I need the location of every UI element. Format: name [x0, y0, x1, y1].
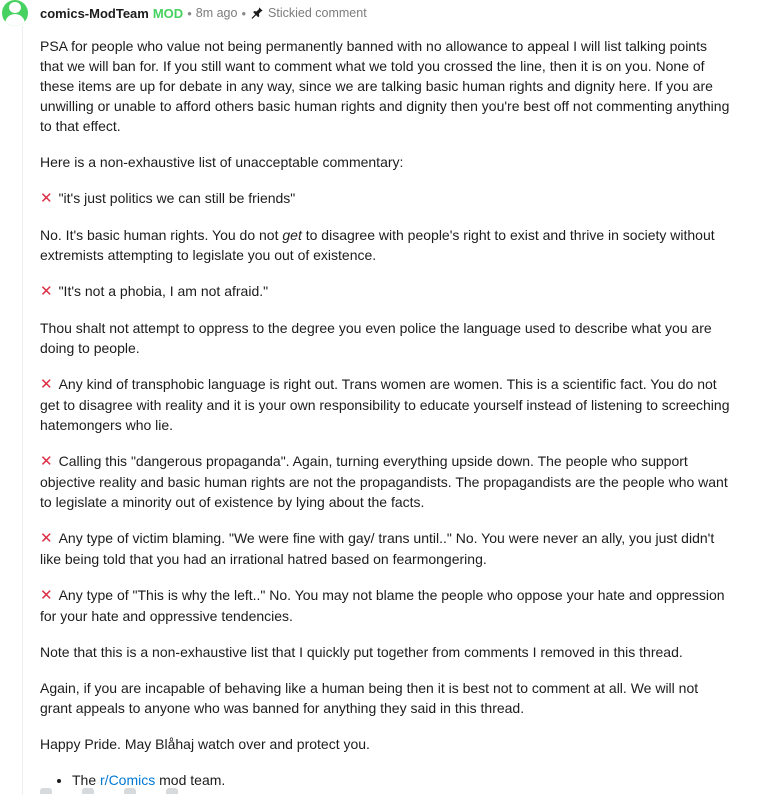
cross-mark-icon: ✕	[40, 283, 53, 300]
intro-paragraph: PSA for people who value not being permanently banned with no allowance to appeal I will list talking points that we will ban for. If you still want to comment what we told you crossed the line, then it is on you. None of these items are up for debate in any way, since we are talking basic human rights and dignity here. If you are unwilling or unable to afford others basic human rights and dignity then you're best off not commenting anything to that effect.	[40, 38, 730, 134]
pride-paragraph: Happy Pride. May Blåhaj watch over and protect you.	[40, 736, 370, 752]
response-text: No. It's basic human rights. You do not	[40, 227, 283, 243]
emphasis-text: get	[282, 227, 302, 243]
separator-dot: •	[187, 5, 192, 21]
rule-item	[40, 281, 730, 302]
upvote-icon[interactable]	[40, 788, 52, 794]
snoo-avatar-icon[interactable]	[2, 0, 28, 26]
rule-item	[40, 451, 730, 512]
rule-text: "it's just politics we can still be friends"	[58, 190, 296, 206]
comment-body	[40, 36, 730, 790]
cross-mark-icon: ✕	[40, 453, 53, 470]
thread-line[interactable]	[22, 26, 23, 795]
rule-text: Any type of victim blaming. "We were fine with gay/ trans until.." No. You were never an ally, you just didn't like being told that you had an irrational hatred based on fearmongering.	[40, 530, 715, 567]
timestamp[interactable]: 8m ago	[195, 6, 238, 20]
comment-header	[40, 4, 367, 22]
cross-mark-icon: ✕	[40, 530, 53, 547]
response-paragraph	[40, 225, 730, 265]
signature-text: The	[72, 772, 101, 788]
stickied-label: Stickied comment	[268, 6, 367, 20]
downvote-icon[interactable]	[82, 788, 94, 794]
avatar-body	[5, 14, 25, 26]
rule-text: "It's not a phobia, I am not afraid."	[58, 283, 269, 299]
response-text: to disagree with people's right to exist and thrive in society without extremists attempting to legislate you out of existence.	[40, 227, 715, 263]
username-link[interactable]: comics-ModTeam	[40, 5, 149, 21]
rule-text: Any kind of transphobic language is right out. Trans women are women. This is a scientific fact. You do not get to disagree with reality and it is your own responsibility to educate yourself instead of listening to screeching hatemongers who lie.	[40, 376, 730, 433]
signature-item	[72, 770, 730, 790]
rule-item	[40, 188, 730, 209]
cross-mark-icon: ✕	[40, 190, 53, 207]
signature-text: mod team.	[155, 772, 226, 788]
avatar-head	[9, 2, 21, 13]
list-intro: Here is a non-exhaustive list of unacceptable commentary:	[40, 154, 404, 170]
again-paragraph: Again, if you are incapable of behaving like a human being then it is best not to comment at all. We will not grant appeals to anyone who was banned for anything they said in this thread.	[40, 680, 699, 716]
rule-text: Any type of "This is why the left.." No. You may not blame the people who oppose your hate and oppression for your hate and oppressive tendencies.	[40, 587, 725, 624]
rule-item	[40, 585, 730, 626]
mod-badge: MOD	[152, 5, 184, 21]
rule-text: Calling this "dangerous propaganda". Again, turning everything upside down. The people who support objective reality and basic human rights are not the propagandists. The propagandists are the people who want to legislate a minority out of existence by lying about the facts.	[40, 453, 728, 510]
subreddit-link[interactable]: r/Comics	[100, 772, 156, 788]
cross-mark-icon: ✕	[40, 376, 53, 393]
rule-item	[40, 374, 730, 435]
pin-icon	[250, 6, 264, 20]
separator-dot: •	[241, 5, 247, 21]
cross-mark-icon: ✕	[40, 587, 53, 604]
share-icon[interactable]	[166, 788, 178, 794]
comment-actions	[40, 788, 340, 795]
signature-list	[40, 770, 730, 790]
reply-icon[interactable]	[124, 788, 136, 794]
note-paragraph: Note that this is a non-exhaustive list that I quickly put together from comments I removed in this thread.	[40, 644, 683, 660]
response-paragraph: Thou shalt not attempt to oppress to the degree you even police the language used to describe what you are doing to people.	[40, 320, 712, 356]
rule-item	[40, 528, 730, 569]
